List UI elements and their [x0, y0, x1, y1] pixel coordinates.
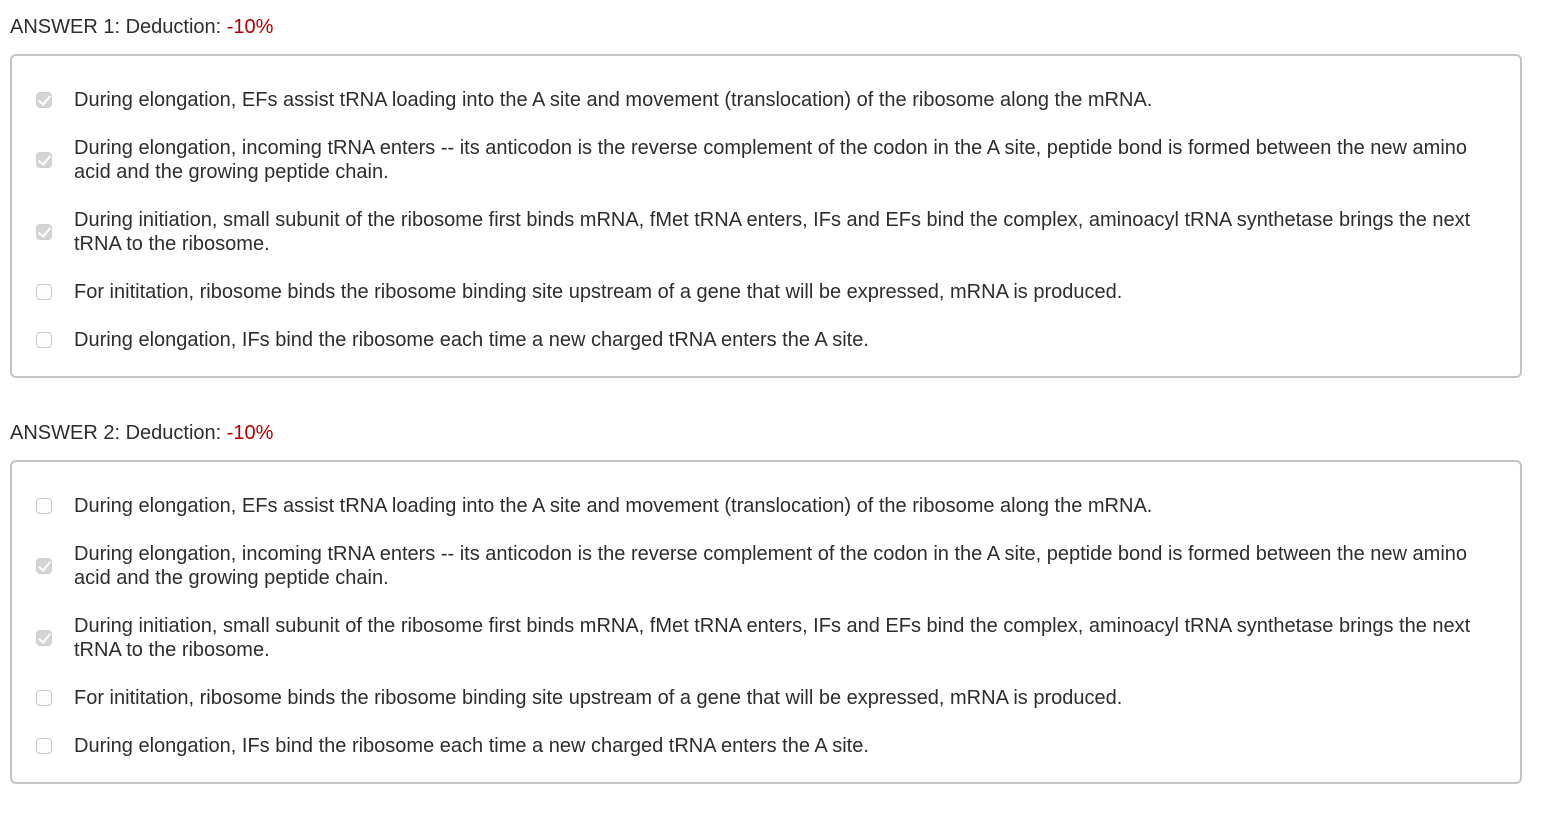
option-checkbox[interactable]	[36, 498, 52, 514]
option-checkbox[interactable]	[36, 92, 52, 108]
option-row	[36, 134, 1490, 186]
deduction-value: -10%	[226, 422, 274, 444]
answer-header-label: ANSWER 2: Deduction:	[10, 422, 222, 444]
option-text: During initiation, small subunit of the ribosome first binds mRNA, fMet tRNA enters, IFs and EFs bind the complex, aminoacyl tRNA synthetase brings the next tRNA to the ribosome.	[74, 209, 1471, 255]
answer-2-header	[10, 420, 1526, 446]
option-checkbox[interactable]	[36, 224, 52, 240]
checkmark-icon	[38, 152, 51, 166]
answer-1-options	[10, 54, 1522, 378]
option-checkbox[interactable]	[36, 284, 52, 300]
option-text: For inititation, ribosome binds the ribosome binding site upstream of a gene that will be expressed, mRNA is produced.	[74, 687, 1123, 709]
deduction-value: -10%	[226, 16, 274, 38]
option-row	[36, 612, 1490, 664]
option-row	[36, 326, 1490, 354]
option-row	[36, 206, 1490, 258]
answer-2-section	[10, 420, 1526, 757]
option-row	[36, 278, 1490, 306]
option-text: During initiation, small subunit of the ribosome first binds mRNA, fMet tRNA enters, IFs and EFs bind the complex, aminoacyl tRNA synthetase brings the next tRNA to the ribosome.	[74, 615, 1471, 661]
option-row	[36, 684, 1490, 712]
answer-1-section	[10, 14, 1526, 351]
answer-2-options	[10, 460, 1522, 784]
option-text: During elongation, EFs assist tRNA loading into the A site and movement (translocation) of the ribosome along the mRNA.	[74, 89, 1153, 111]
checkmark-icon	[38, 558, 51, 572]
answer-1-header	[10, 14, 1526, 40]
option-row	[36, 540, 1490, 592]
option-row	[36, 492, 1490, 520]
option-checkbox[interactable]	[36, 152, 52, 168]
option-text: During elongation, incoming tRNA enters -- its anticodon is the reverse complement of the codon in the A site, peptide bond is formed between the new amino acid and the growing peptide chain.	[74, 137, 1468, 183]
option-checkbox[interactable]	[36, 558, 52, 574]
option-text: During elongation, IFs bind the ribosome each time a new charged tRNA enters the A site.	[74, 735, 869, 757]
option-checkbox[interactable]	[36, 630, 52, 646]
checkmark-icon	[38, 630, 51, 644]
option-checkbox[interactable]	[36, 738, 52, 754]
checkmark-icon	[38, 224, 51, 238]
option-text: During elongation, incoming tRNA enters -- its anticodon is the reverse complement of the codon in the A site, peptide bond is formed between the new amino acid and the growing peptide chain.	[74, 543, 1468, 589]
answer-header-label: ANSWER 1: Deduction:	[10, 16, 222, 38]
option-checkbox[interactable]	[36, 332, 52, 348]
option-checkbox[interactable]	[36, 690, 52, 706]
checkmark-icon	[38, 92, 51, 106]
option-text: For inititation, ribosome binds the ribosome binding site upstream of a gene that will be expressed, mRNA is produced.	[74, 281, 1123, 303]
option-row	[36, 86, 1490, 114]
option-text: During elongation, IFs bind the ribosome each time a new charged tRNA enters the A site.	[74, 329, 869, 351]
option-text: During elongation, EFs assist tRNA loading into the A site and movement (translocation) of the ribosome along the mRNA.	[74, 495, 1153, 517]
option-row	[36, 732, 1490, 760]
